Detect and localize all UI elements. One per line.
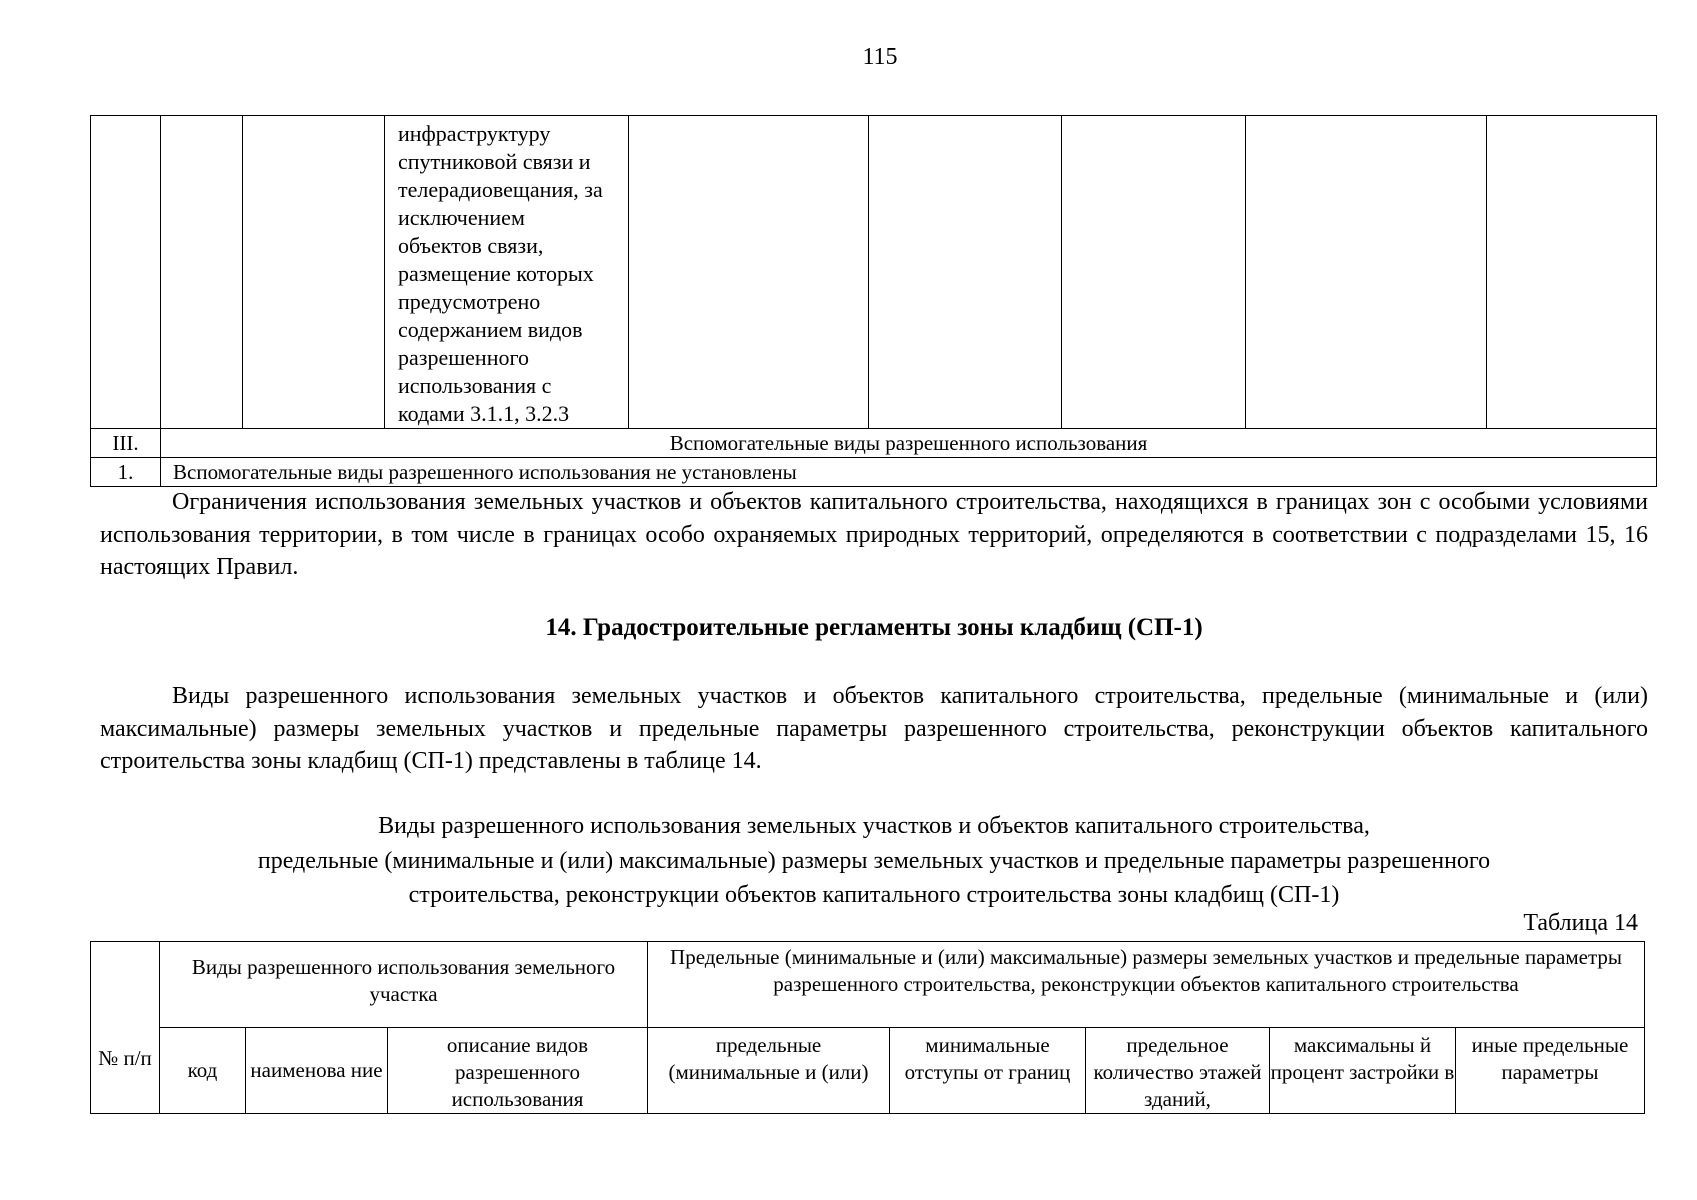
table-cell: [629, 116, 869, 429]
header-max-coverage: максимальны й процент застройки в: [1270, 1028, 1456, 1114]
table-cell: [869, 116, 1062, 429]
table-cell: [161, 116, 243, 429]
header-row: [91, 942, 1645, 1028]
paragraph-text: Виды разрешенного использования земельных участков и объектов капитального строительства, предельные (минимальные и (или) максимальные) размеры земельных участков и предельные параметры разрешенного строительства, реконструкции объектов капитального строительства зоны кладбищ (СП-1) представлены в таблице 14.: [100, 683, 1648, 774]
section-heading: 14. Градостроительные регламенты зоны кладбищ (СП-1): [545, 614, 1203, 641]
table-cell: [243, 116, 385, 429]
header-floor-count: предельное количество этажей зданий,: [1086, 1028, 1270, 1114]
header-other-params: иные предельные параметры: [1456, 1028, 1645, 1114]
table-row: [91, 116, 1657, 429]
page-number: 115: [862, 44, 898, 70]
header-min-setbacks: минимальные отступы от границ: [890, 1028, 1086, 1114]
intro-paragraph: [100, 680, 1648, 778]
regulations-table-14: [90, 941, 1645, 1114]
section-title: Вспомогательные виды разрешенного использования: [161, 429, 1657, 458]
table-cell: [1487, 116, 1657, 429]
row-note: Вспомогательные виды разрешенного использования не установлены: [161, 458, 1657, 487]
header-code: код: [160, 1028, 246, 1114]
subheader-row: [91, 1028, 1645, 1114]
use-description-cell: инфраструктуру спутниковой связи и телерадиовещания, за исключением объектов связи, размещение которых предусмотрено содержанием видов разрешенного использования с кодами 3.1.1, 3.2.3: [385, 116, 629, 429]
caption-line: предельные (минимальные и (или) максимальные) размеры земельных участков и предельные параметры разрешенного: [257, 847, 1491, 874]
table-cell: [1246, 116, 1487, 429]
section-number: III.: [91, 429, 161, 458]
header-limit-sizes: предельные (минимальные и (или): [648, 1028, 890, 1114]
header-group-limits: Предельные (минимальные и (или) максимальные) размеры земельных участков и предельные параметры разрешенного строительства, реконструкции объектов капитального строительства: [648, 942, 1645, 1028]
restrictions-paragraph: [100, 486, 1648, 584]
section-row: [91, 429, 1657, 458]
header-num: № п/п: [91, 942, 160, 1114]
regulations-table-continued: [90, 115, 1657, 487]
header-name: наименова ние: [246, 1028, 388, 1114]
table-caption: [100, 809, 1648, 913]
table-cell: [1062, 116, 1246, 429]
paragraph-text: Ограничения использования земельных участков и объектов капитального строительства, находящихся в границах зон с особыми условиями использования территории, в том числе в границах особо охраняемых природных территорий, определяются в соответствии с подразделами 15, 16 настоящих Правил.: [100, 489, 1648, 580]
table-row: [91, 458, 1657, 487]
row-number: 1.: [91, 458, 161, 487]
caption-line: Виды разрешенного использования земельных участков и объектов капитального строительства,: [378, 813, 1370, 839]
header-description: описание видов разрешенного использования: [388, 1028, 648, 1114]
table-label: Таблица 14: [1523, 910, 1638, 936]
header-group-use: Виды разрешенного использования земельного участка: [160, 942, 648, 1028]
caption-line: строительства, реконструкции объектов капитального строительства зоны кладбищ (СП-1): [408, 882, 1340, 908]
table-cell: [91, 116, 161, 429]
